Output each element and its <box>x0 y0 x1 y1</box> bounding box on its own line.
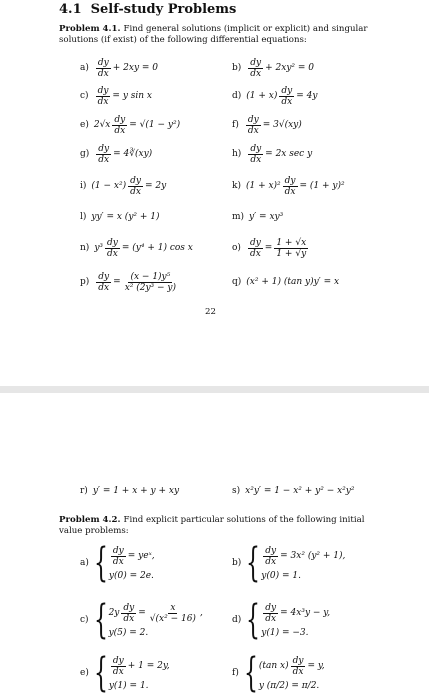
problem-label: Problem 4.1. <box>59 24 121 34</box>
fraction-denominator: dx <box>112 556 124 567</box>
item-label: s) <box>232 486 241 496</box>
equation-text: , <box>199 608 203 618</box>
problem-label: Problem 4.2. <box>59 515 121 525</box>
equation-text: = 4y <box>296 91 318 101</box>
initial-value-problem <box>80 597 203 643</box>
item-label: k) <box>232 181 241 191</box>
equation-text: = 4x³y − y, <box>280 608 331 618</box>
differential-equation-row <box>261 546 345 567</box>
equation-text: = <box>264 243 273 253</box>
equation-item <box>80 142 152 166</box>
fraction-denominator: dx <box>249 248 261 259</box>
equation-item <box>80 205 160 229</box>
equation <box>94 115 180 136</box>
fraction-denominator: dx <box>112 666 124 677</box>
equation-item <box>232 270 339 294</box>
equation-item <box>232 479 354 503</box>
initial-condition-row <box>109 628 203 638</box>
initial-condition-row <box>261 571 345 581</box>
equation <box>246 144 312 165</box>
equation-item <box>80 479 179 503</box>
equation <box>246 86 317 107</box>
equation-text: (1 + x) <box>246 91 278 101</box>
equation-text: = 4∛(xy) <box>113 149 153 159</box>
rhs-fraction <box>148 603 198 624</box>
fraction-numerator: dy <box>112 545 124 556</box>
fraction-numerator: dy <box>112 655 124 666</box>
derivative-fraction <box>283 176 298 197</box>
initial-value-problem <box>80 650 170 696</box>
derivative-fraction <box>112 115 127 136</box>
fraction-numerator: dy <box>249 237 261 248</box>
item-label: f) <box>232 668 239 678</box>
fraction-numerator: dy <box>97 85 109 96</box>
fraction-numerator: dy <box>265 602 277 613</box>
equation-text: + 2xy² = 0 <box>265 63 315 73</box>
differential-equation-row <box>109 656 170 677</box>
fraction-numerator: dy <box>98 271 110 282</box>
section-title-text: Self-study Problems <box>90 2 237 17</box>
equation <box>245 486 354 496</box>
fraction-numerator: dy <box>284 175 296 186</box>
fraction-numerator: dy <box>123 602 135 613</box>
equation-item <box>232 205 283 229</box>
initial-condition-row <box>109 571 155 581</box>
fraction-numerator: dy <box>247 114 259 125</box>
initial-condition: y(5) = 2. <box>108 627 149 638</box>
derivative-fraction <box>105 238 120 259</box>
derivative-fraction <box>121 603 136 624</box>
equation-text: = (y⁴ + 1) cos x <box>121 243 193 253</box>
item-label: c) <box>80 615 89 625</box>
derivative-fraction <box>111 546 126 567</box>
fraction-numerator: (x − 1)y⁵ <box>130 271 171 282</box>
equation-text: = 2x sec y <box>265 149 313 159</box>
fraction-denominator: 1 + √y <box>276 248 307 259</box>
page-number: 22 <box>205 307 216 317</box>
item-label: r) <box>80 486 88 496</box>
derivative-fraction <box>96 58 111 79</box>
initial-condition: y(1) = 1. <box>108 680 149 691</box>
equation <box>94 238 193 259</box>
equation-text: 2√x <box>93 120 111 130</box>
equation <box>94 144 152 165</box>
derivative-fraction <box>246 115 261 136</box>
item-label: c) <box>80 91 89 101</box>
fraction-numerator: dy <box>250 143 262 154</box>
equation-text: = (1 + y)² <box>299 181 345 191</box>
item-label: b) <box>232 558 242 568</box>
derivative-fraction <box>96 272 111 293</box>
derivative-fraction <box>128 176 143 197</box>
page-23 <box>0 393 429 700</box>
fraction-numerator: dy <box>114 114 126 125</box>
equation-text: = y sin x <box>112 91 152 101</box>
equation-text: = <box>138 608 146 618</box>
equation <box>94 58 158 79</box>
problem-4-2-statement <box>59 515 379 537</box>
equation <box>249 212 283 222</box>
item-label: d) <box>232 615 242 625</box>
item-label: f) <box>232 120 239 130</box>
derivative-fraction <box>248 144 263 165</box>
equation <box>94 272 180 293</box>
system-rows <box>261 546 345 581</box>
derivative-fraction <box>248 238 263 259</box>
item-label: q) <box>232 277 242 287</box>
equation-text: = 3x² (y² + 1), <box>280 551 346 561</box>
fraction-denominator: dx <box>97 96 109 107</box>
initial-condition-row <box>109 681 170 691</box>
initial-value-problem <box>232 540 346 586</box>
initial-condition-row <box>259 681 325 691</box>
item-label: b) <box>232 63 242 73</box>
initial-condition-row <box>261 628 330 638</box>
fraction-denominator: dx <box>265 556 277 567</box>
system-rows <box>261 603 330 638</box>
section-title <box>59 2 236 17</box>
fraction-denominator: dx <box>114 125 126 136</box>
item-label: l) <box>80 212 87 222</box>
derivative-fraction <box>96 86 111 107</box>
initial-value-problem <box>232 650 325 696</box>
derivative-fraction <box>96 144 111 165</box>
item-label: a) <box>80 558 89 568</box>
equation-text: (1 + x)² <box>245 181 281 191</box>
system-rows <box>109 546 155 581</box>
equation-text: (x² + 1) (tan y)y′ = x <box>246 277 340 287</box>
derivative-fraction <box>263 546 278 567</box>
equation-text: x²y′ = 1 − x² + y² − x²y² <box>245 486 355 496</box>
equation-text: = yeˣ, <box>127 551 155 561</box>
equation <box>246 58 314 79</box>
equation-item <box>80 56 158 80</box>
equation <box>246 277 339 287</box>
equation-text: = <box>113 277 121 287</box>
fraction-denominator: dx <box>98 282 110 293</box>
fraction-denominator: dx <box>98 154 110 165</box>
equation-text: = y, <box>307 661 325 671</box>
fraction-denominator: dx <box>281 96 293 107</box>
left-brace: { <box>93 650 108 696</box>
fraction-numerator: dy <box>265 545 277 556</box>
initial-condition: y(0) = 1. <box>261 570 301 581</box>
item-label: i) <box>80 181 87 191</box>
equation-item <box>232 142 312 166</box>
equation-text: 2y <box>108 608 120 618</box>
equation <box>91 176 166 197</box>
fraction-denominator: dx <box>123 613 135 624</box>
fraction-numerator: dy <box>250 57 262 68</box>
equation-text: y³ <box>94 243 104 253</box>
left-brace: { <box>243 650 258 696</box>
derivative-fraction <box>279 86 294 107</box>
equation-item <box>80 113 180 137</box>
initial-condition: y(0) = 2e. <box>108 570 154 581</box>
system-rows <box>109 656 170 691</box>
equation-item <box>80 174 166 198</box>
left-brace: { <box>93 597 108 643</box>
equation <box>246 238 310 259</box>
item-label: g) <box>80 149 90 159</box>
item-label: e) <box>80 120 89 130</box>
equation-item <box>80 270 180 294</box>
fraction-numerator: dy <box>292 655 304 666</box>
differential-equation-row <box>261 603 330 624</box>
equation <box>94 86 152 107</box>
equation-item <box>232 113 302 137</box>
initial-condition: y (π/2) = π/2. <box>258 680 320 691</box>
fraction-numerator: dy <box>107 237 118 248</box>
left-brace: { <box>93 540 108 586</box>
differential-equation-row <box>109 603 203 624</box>
equation-text: = √(1 − y²) <box>129 120 181 130</box>
equation-text: = 3√(xy) <box>262 120 302 130</box>
item-label: a) <box>80 63 89 73</box>
rhs-fraction <box>274 238 308 259</box>
fraction-denominator: dx <box>265 613 277 624</box>
equation-item <box>80 84 152 108</box>
equation <box>244 115 302 136</box>
fraction-denominator: dx <box>97 68 109 79</box>
equation-text: y′ = xy³ <box>249 212 284 222</box>
derivative-fraction <box>111 656 126 677</box>
problem-text: Find explicit particular solutions of the following initial value problems: <box>59 515 365 536</box>
equation-text: = 2y <box>144 181 167 191</box>
equation-item <box>232 174 345 198</box>
fraction-numerator: dy <box>281 85 293 96</box>
item-label: p) <box>80 277 90 287</box>
equation-text: + 2xy = 0 <box>112 63 159 73</box>
fraction-denominator: dx <box>292 666 304 677</box>
item-label: e) <box>80 668 89 678</box>
equation-item <box>232 56 314 80</box>
fraction-numerator: x <box>170 602 176 613</box>
derivative-fraction <box>263 603 278 624</box>
equation-text: (1 − x²) <box>91 181 127 191</box>
initial-condition: y(1) = −3. <box>261 627 309 638</box>
section-number: 4.1 <box>59 2 82 17</box>
fraction-denominator: dx <box>130 186 141 197</box>
fraction-denominator: dx <box>250 68 262 79</box>
differential-equation-row <box>109 546 155 567</box>
system-rows <box>109 603 203 638</box>
fraction-numerator: dy <box>130 175 141 186</box>
item-label: h) <box>232 149 242 159</box>
equation-text: (tan x) <box>258 661 289 671</box>
equation <box>246 176 345 197</box>
left-brace: { <box>246 540 261 586</box>
differential-equation-row <box>259 656 325 677</box>
item-label: n) <box>80 243 90 253</box>
equation-text: y′ = 1 + x + y + xy <box>92 486 180 496</box>
fraction-numerator: dy <box>98 143 110 154</box>
equation-text: + 1 = 2y, <box>127 661 170 671</box>
item-label: m) <box>232 212 245 222</box>
initial-value-problem <box>232 597 331 643</box>
equation-text: yy′ = x (y² + 1) <box>91 212 160 222</box>
rhs-fraction <box>123 272 178 293</box>
fraction-denominator: dx <box>107 248 118 259</box>
initial-value-problem <box>80 540 155 586</box>
problem-4-1-statement <box>59 24 379 46</box>
item-label: d) <box>232 91 242 101</box>
fraction-denominator: dx <box>247 125 259 136</box>
fraction-denominator: x² (2y³ − y) <box>124 282 177 293</box>
fraction-numerator: dy <box>97 57 109 68</box>
equation <box>91 212 159 222</box>
problem-text: Find general solutions (implicit or explicit) and singular solutions (if exist) of the following differential equations: <box>59 24 368 45</box>
equation-item <box>232 84 317 108</box>
equation <box>93 486 179 496</box>
fraction-denominator: √(x² − 16) <box>149 613 196 624</box>
fraction-denominator: dx <box>250 154 262 165</box>
system-rows <box>259 656 325 691</box>
item-label: o) <box>232 243 241 253</box>
equation-item <box>232 236 310 260</box>
derivative-fraction <box>291 656 306 677</box>
equation-item <box>80 236 193 260</box>
fraction-numerator: 1 + √x <box>276 237 307 248</box>
derivative-fraction <box>248 58 263 79</box>
left-brace: { <box>246 597 261 643</box>
fraction-denominator: dx <box>284 186 296 197</box>
